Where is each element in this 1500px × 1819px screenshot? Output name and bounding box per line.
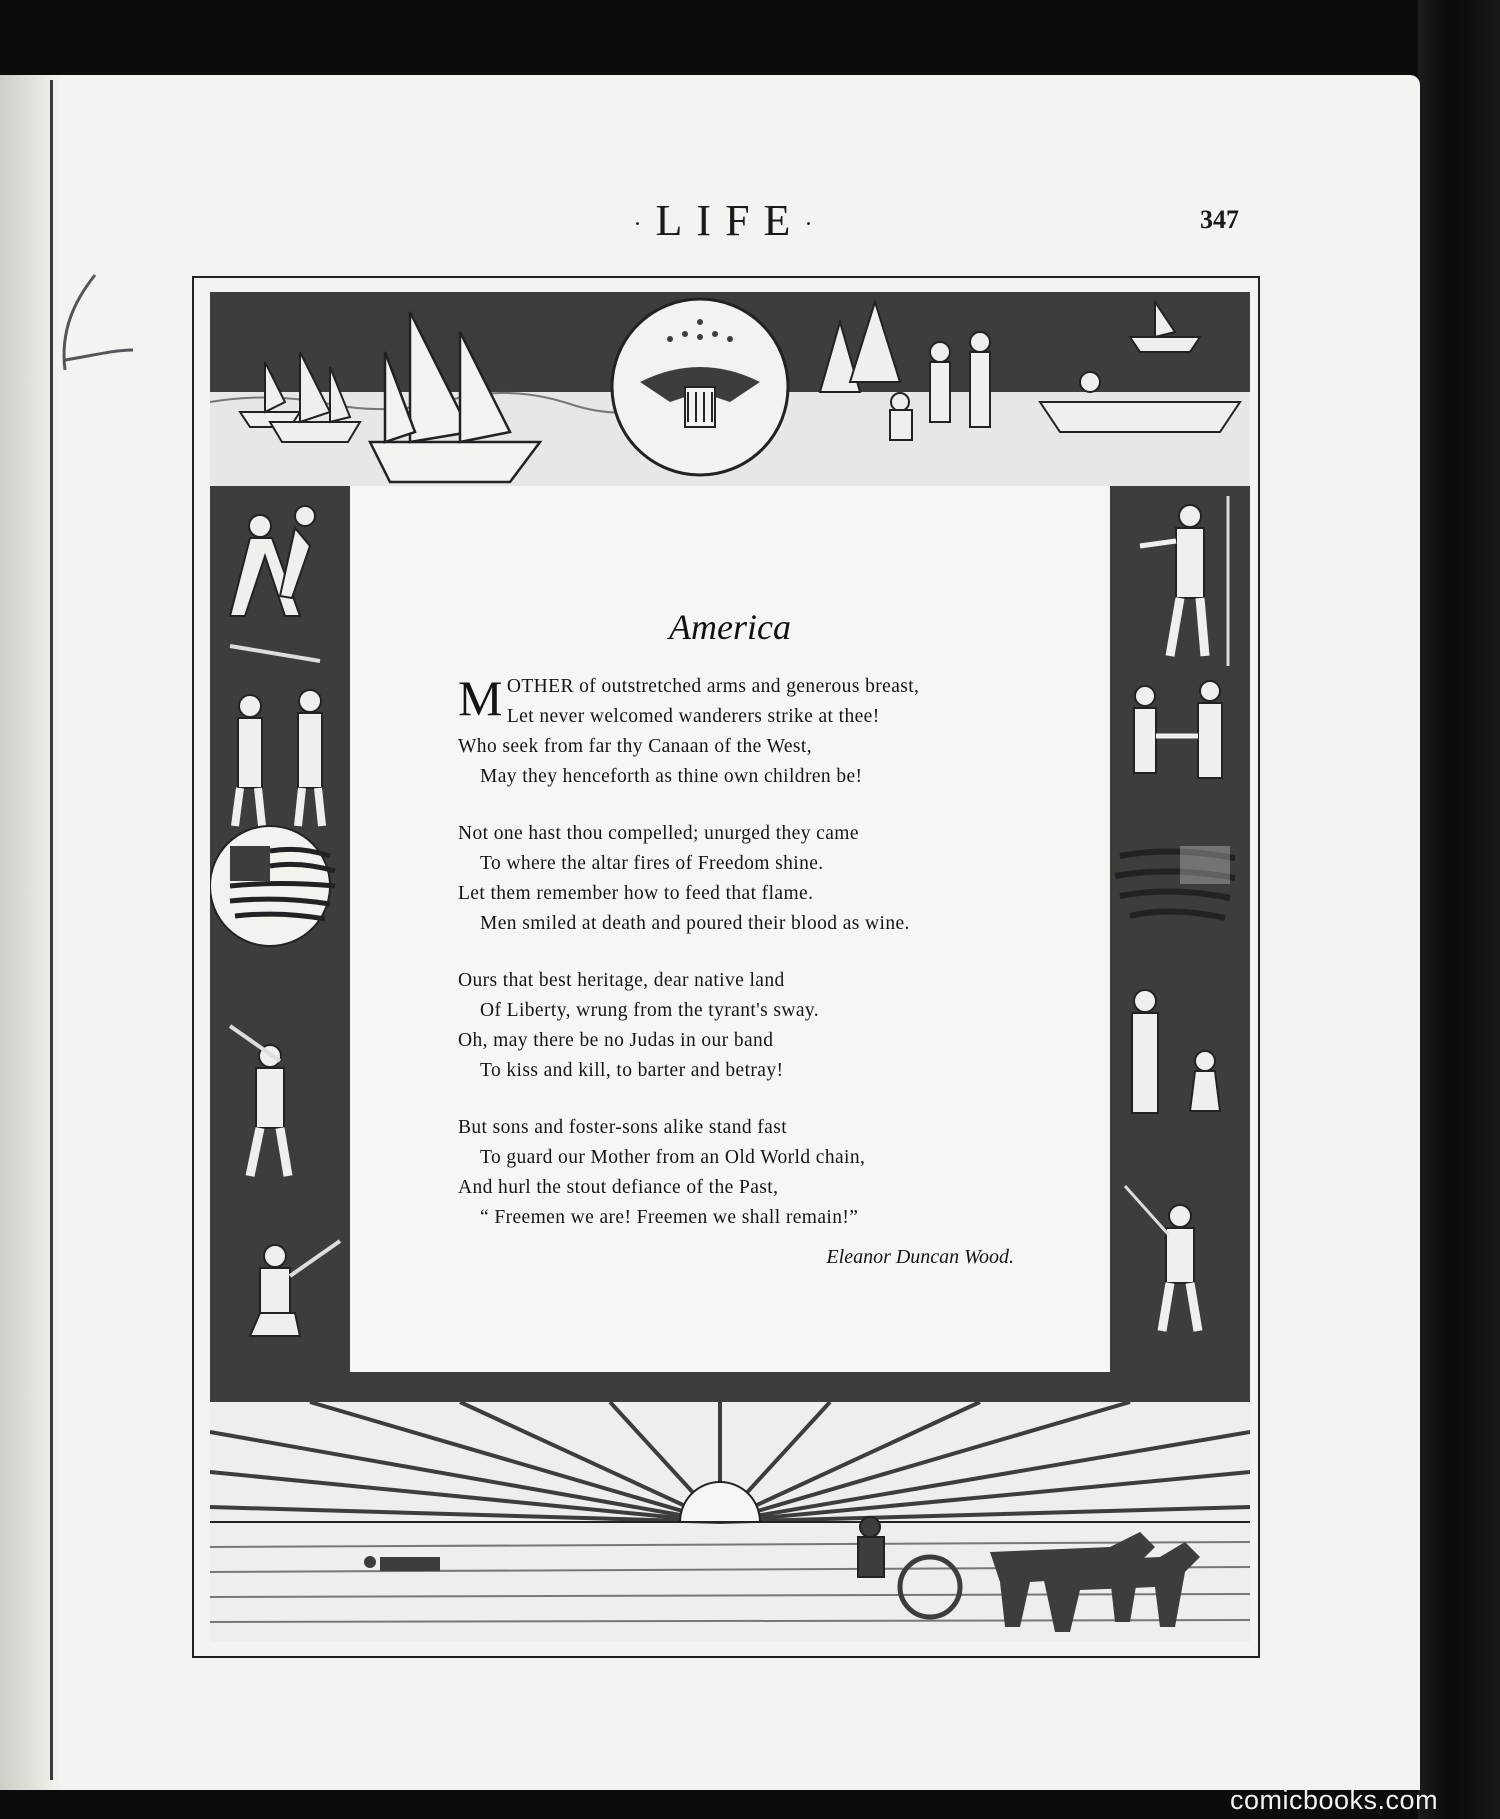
colonial-figures-icon <box>235 690 322 826</box>
poem-line: Of Liberty, wrung from the tyrant's sway. <box>480 1000 820 1021</box>
bottom-border-illustration <box>210 1372 1250 1642</box>
page-number: 347 <box>1200 205 1239 234</box>
stanza-1 <box>458 672 1038 792</box>
kneeling-soldier-icon <box>250 1241 340 1336</box>
top-border-illustration <box>210 292 1250 486</box>
american-flag-icon <box>210 826 335 946</box>
rifle-icon <box>230 646 320 661</box>
stanza-4 <box>458 1113 1038 1233</box>
poem-line: To kiss and kill, to barter and betray! <box>480 1060 784 1081</box>
binding-thread <box>55 270 135 380</box>
poem-author: Eleanor Duncan Wood. <box>826 1246 1014 1268</box>
drop-cap: M <box>458 670 503 726</box>
watermark: comicbooks.com <box>1230 1785 1439 1815</box>
scan-edge <box>1418 0 1500 1819</box>
handshake-figures-icon <box>1134 681 1222 778</box>
masthead-dot-right: · <box>804 211 827 238</box>
wrestling-figures-icon <box>230 506 315 616</box>
miner-icon <box>230 1026 288 1176</box>
officer-icon <box>1125 1186 1198 1331</box>
stanza-2 <box>458 819 1038 939</box>
poem-line: And hurl the stout defiance of the Past, <box>458 1177 779 1198</box>
masthead <box>634 195 827 246</box>
ship-distant-icon <box>1130 302 1200 352</box>
american-flag-icon <box>1115 846 1235 918</box>
poem-line: Let them remember how to feed that flame. <box>458 883 814 904</box>
lincoln-figures-icon <box>1132 990 1220 1113</box>
poem-line: But sons and foster-sons alike stand fast <box>458 1117 788 1138</box>
masthead-dot-left: · <box>633 211 656 238</box>
poem-line: “ Freemen we are! Freemen we shall remain!” <box>480 1207 859 1228</box>
poem-body <box>458 672 1038 1260</box>
pine-trees-icon <box>820 302 900 392</box>
page-header <box>0 195 1500 246</box>
stanza-3 <box>458 966 1038 1086</box>
masthead-title: LIFE <box>655 196 805 245</box>
left-border-illustration <box>210 486 350 1372</box>
poem-line: May they henceforth as thine own children be! <box>480 766 863 787</box>
poem-line: Men smiled at death and poured their blood as wine. <box>480 913 910 934</box>
poem-line: To guard our Mother from an Old World chain, <box>480 1147 866 1168</box>
poem-line: Let never welcomed wanderers strike at thee! <box>506 706 880 727</box>
rowboat-icon <box>1040 372 1240 432</box>
poem-line-text: OTHER of outstretched arms and generous breast, <box>506 676 920 697</box>
poem-line: Ours that best heritage, dear native land <box>458 970 785 991</box>
binding-line <box>50 80 53 1780</box>
poem-title: America <box>669 607 791 647</box>
poem-line: To where the altar fires of Freedom shine. <box>480 853 824 874</box>
right-border-illustration <box>1110 486 1250 1372</box>
poem-line: Who seek from far thy Canaan of the West, <box>458 736 812 757</box>
poem-line: Oh, may there be no Judas in our band <box>458 1030 774 1051</box>
conquistador-icon <box>1140 496 1228 666</box>
poem-line: Not one hast thou compelled; unurged they came <box>458 823 859 844</box>
